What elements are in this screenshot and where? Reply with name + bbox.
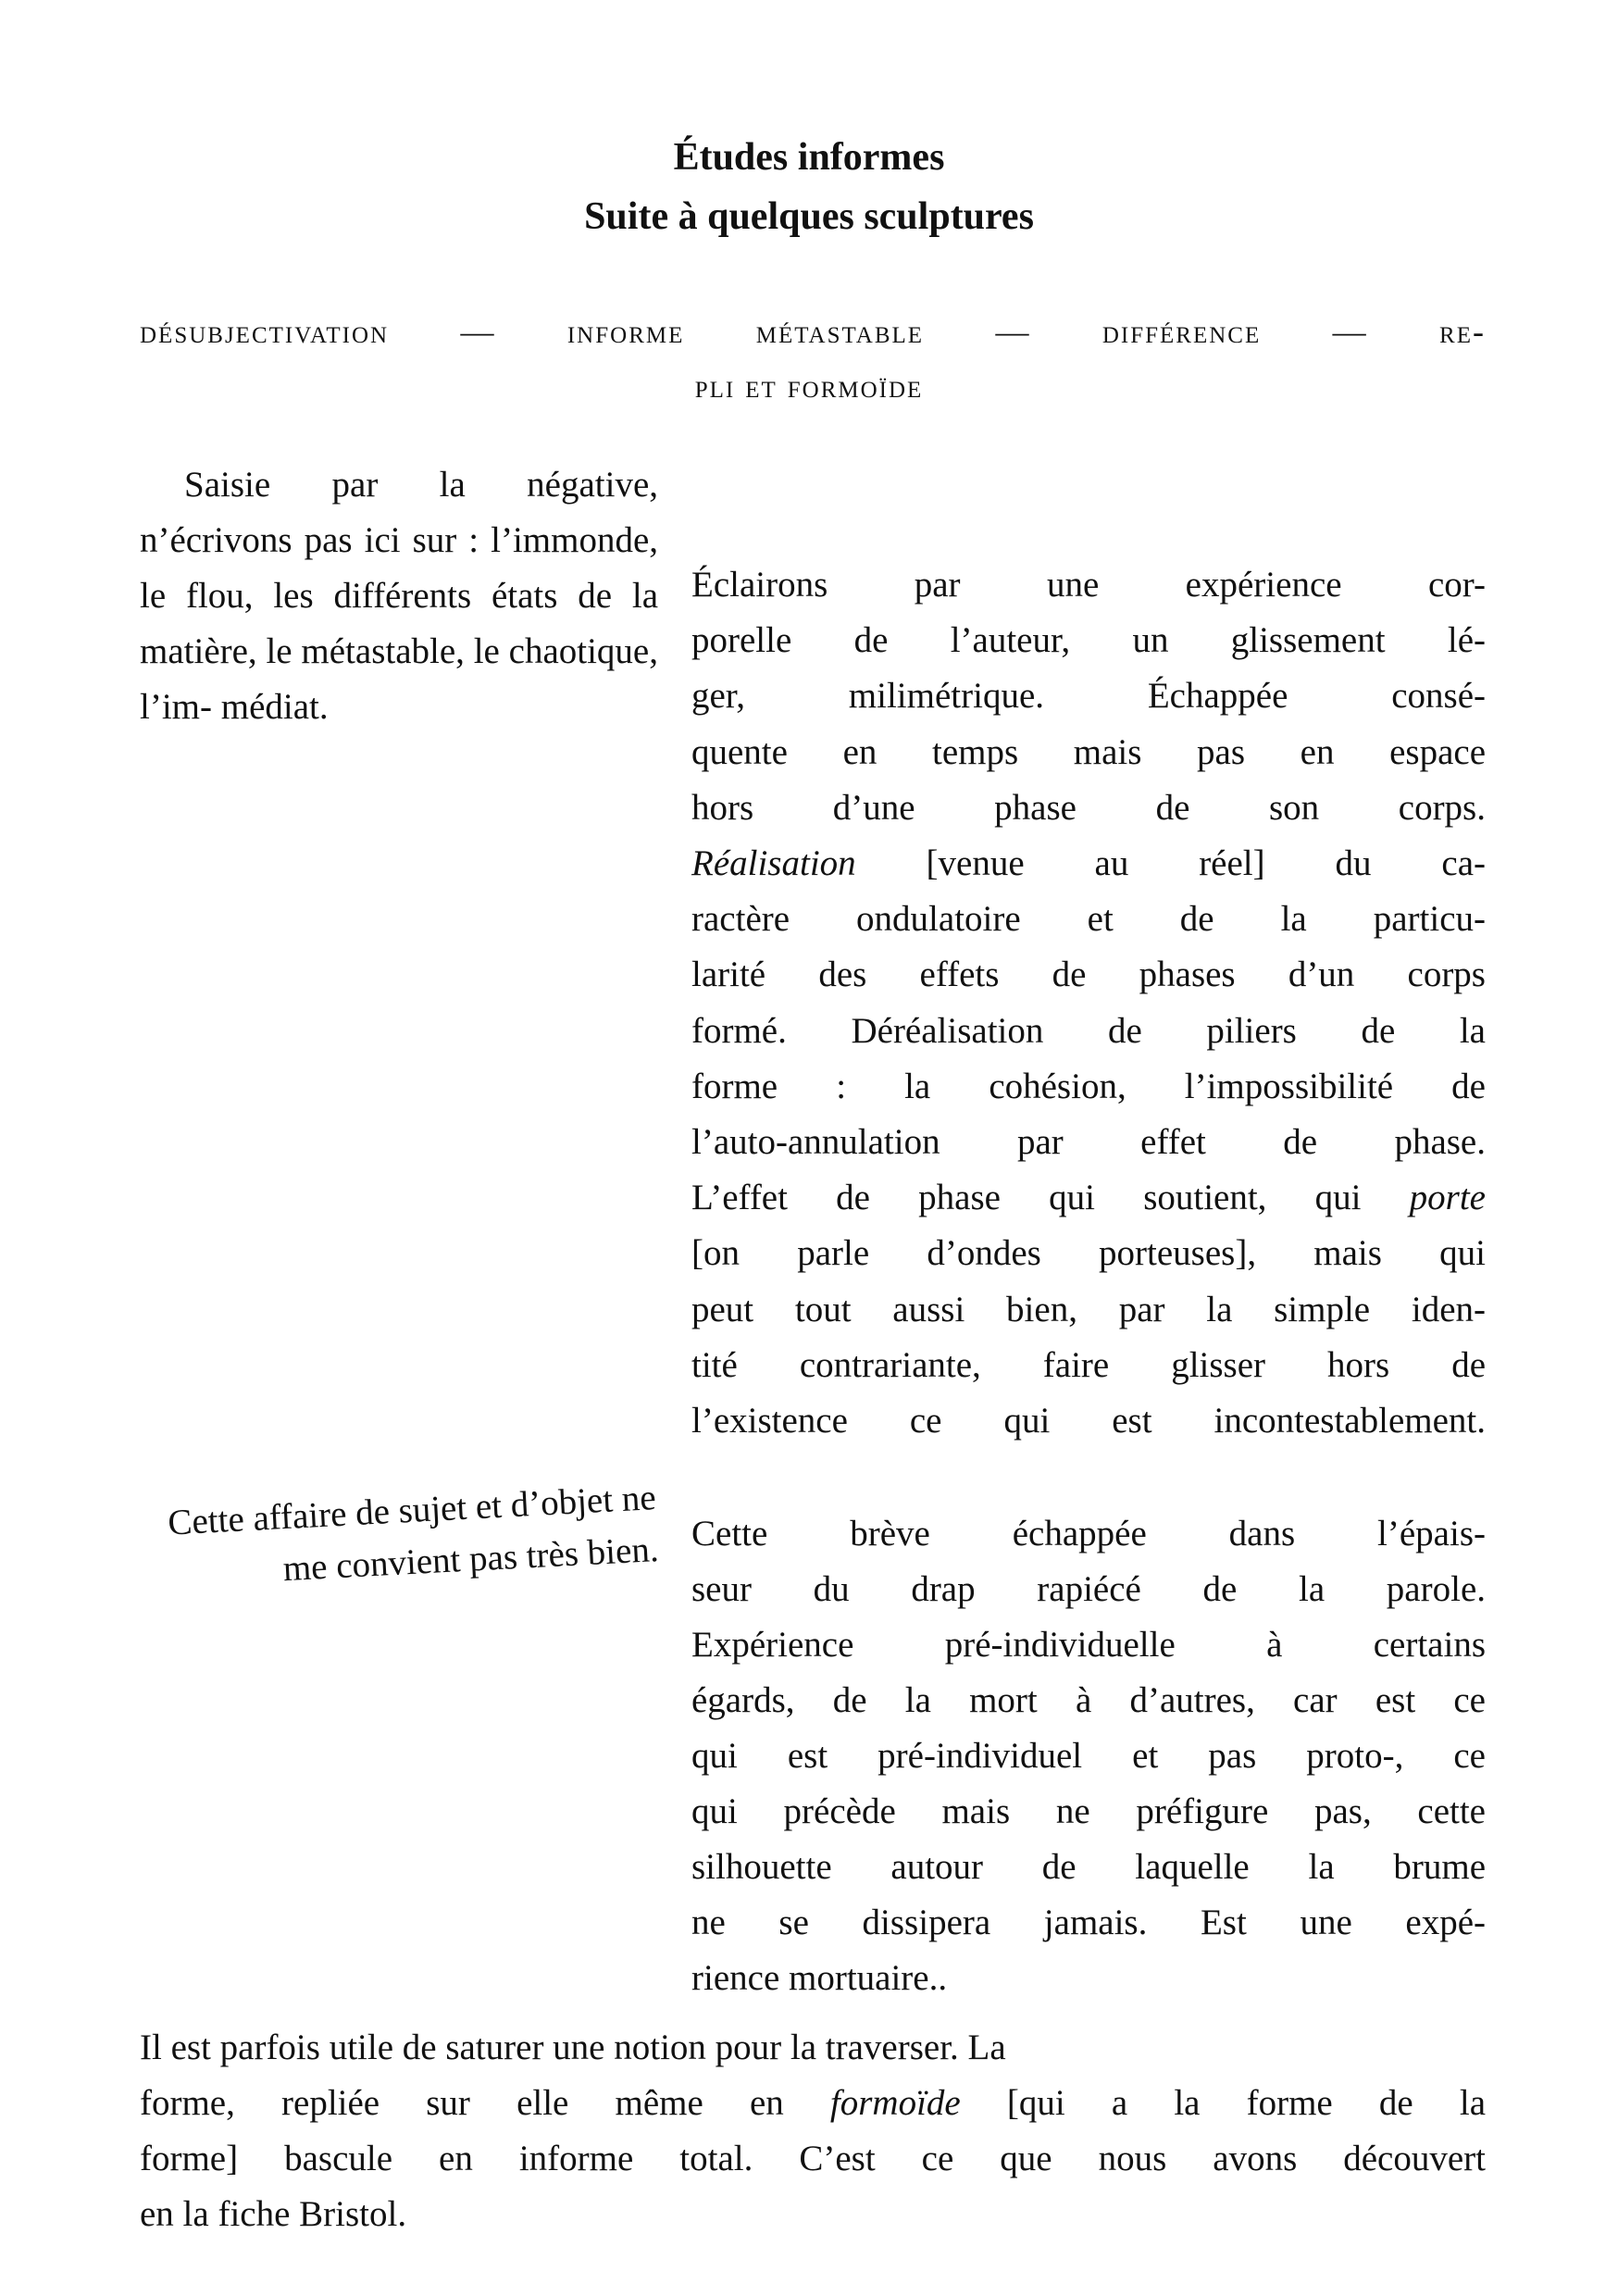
text-line: qui précède mais ne préfigure pas, cette: [691, 1791, 1486, 1831]
note-line: convient pas très bien.: [335, 1529, 660, 1587]
text-line: Cette brève échappée dans l’épais-: [691, 1514, 1486, 1554]
italic-term: Réalisation: [691, 843, 856, 883]
text-line: hors d’une phase de son corps.: [691, 787, 1486, 828]
text-line: médiat.: [220, 687, 329, 727]
text-line: Il est parfois utile de saturer une notion pour la traverser. La: [140, 2028, 1006, 2067]
italic-term: formoïde: [829, 2083, 961, 2123]
text-line: tité contrariante, faire glisser hors de: [691, 1344, 1486, 1385]
text-span: L’effet de phase qui soutient, qui: [691, 1178, 1410, 1218]
text-line: égards, de la mort à d’autres, car est ce: [691, 1680, 1486, 1720]
text-line: rience mortuaire..: [691, 1958, 948, 1998]
keywords-line-1: désubjectivation — informe métastable — différence — re-: [140, 313, 1486, 350]
text-line: formé. Déréalisation de piliers de la: [691, 1010, 1486, 1051]
title-line-2: Suite à quelques sculptures: [584, 195, 1034, 238]
text-line: silhouette autour de laquelle la brume: [691, 1847, 1486, 1887]
text-line: [on parle d’ondes porteuses], mais qui: [691, 1233, 1486, 1274]
text-line: l’auto-annulation par effet de phase.: [691, 1122, 1486, 1162]
text-line: pas ici sur : l’immonde, le flou, les: [140, 520, 659, 616]
text-line: ger, milimétrique. Échappée consé-: [691, 676, 1486, 717]
text-line: seur du drap rapiécé de la parole.: [691, 1569, 1486, 1609]
text-line: en la fiche Bristol.: [140, 2194, 407, 2234]
text-line: différents états de la matière, le: [140, 576, 659, 671]
title-line-1: Études informes: [673, 136, 945, 179]
text-span: [qui a la forme de la: [960, 2083, 1487, 2123]
left-paragraph: [140, 457, 658, 735]
text-line: qui est pré-individuel et pas proto-, ce: [691, 1736, 1486, 1776]
text-line: [691, 836, 1486, 892]
text-line: forme] bascule en informe total. C’est ce que nous avons découvert: [140, 2139, 1486, 2178]
italic-term: porte: [1409, 1178, 1486, 1218]
text-line: l’existence ce qui est incontestablement.: [691, 1401, 1486, 1441]
text-line: Éclairons par une expérience cor-: [691, 565, 1486, 605]
text-line: forme : la cohésion, l’impossibilité de: [691, 1066, 1486, 1106]
text-line: métastable, le chaotique, l’im-: [140, 631, 658, 727]
text-line: larité des effets de phases d’un corps: [691, 955, 1486, 995]
text-span: [venue au réel] du ca-: [855, 843, 1486, 883]
rotated-note: [156, 1472, 660, 1602]
text-span: forme, repliée sur elle même en: [140, 2083, 830, 2123]
text-line: quente en temps mais pas en espace: [691, 731, 1486, 772]
text-line: peut tout aussi bien, par la simple iden-: [691, 1289, 1486, 1329]
text-line: Saisie par la négative, n’écrivons: [140, 465, 658, 560]
text-line: ractère ondulatoire et de la particu-: [691, 899, 1486, 940]
text-line: [140, 2076, 1486, 2131]
keywords-line-2: pli et formoïde: [694, 368, 924, 405]
text-line: Expérience pré-individuelle à certains: [691, 1625, 1486, 1665]
note-line: Cette affaire de sujet et d’objet ne me: [167, 1478, 657, 1590]
text-line: ne se dissipera jamais. Est une expé-: [691, 1903, 1486, 1942]
text-line: [691, 1170, 1486, 1226]
text-line: porelle de l’auteur, un glissement lé-: [691, 620, 1486, 661]
